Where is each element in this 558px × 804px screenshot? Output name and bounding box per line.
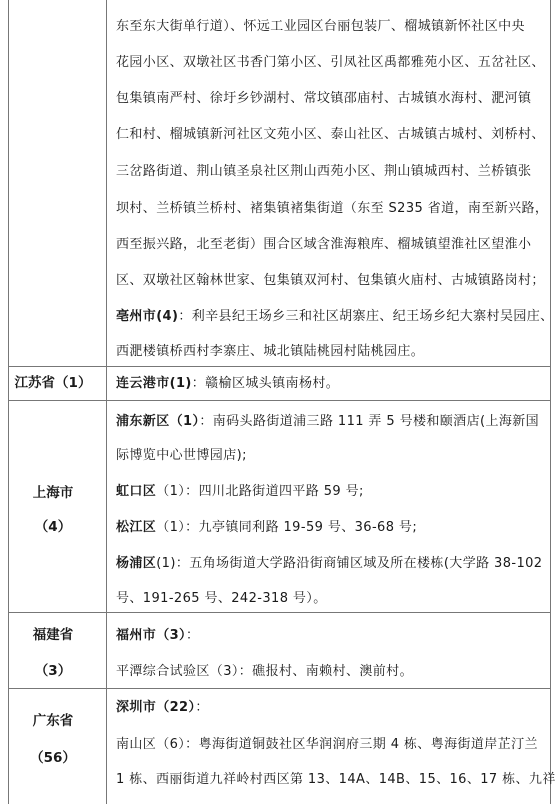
- content-line: [116, 519, 548, 537]
- area-text: ：利辛县纪王场乡三和社区胡寨庄、纪王场乡纪大寨村吴园庄、: [178, 309, 554, 324]
- province-label: （56）: [30, 750, 76, 766]
- content-line: [116, 18, 548, 36]
- content-line: [116, 343, 548, 361]
- content-line: [116, 375, 548, 393]
- province-label: （3）: [34, 663, 72, 679]
- area-text: ：: [185, 628, 200, 643]
- province-label: （4）: [34, 519, 72, 535]
- content-line: [116, 308, 554, 326]
- area-text: （1）：九亭镇同利路 19-59 号、36-68 号;: [156, 520, 418, 535]
- content-line: [116, 699, 548, 717]
- area-text: ：赣榆区城头镇南杨村。: [191, 376, 340, 391]
- content-line: [116, 163, 548, 181]
- content-line: [116, 483, 548, 501]
- area-text: 花园小区、双墩社区书香门第小区、引凤社区禹都雅苑小区、五岔社区、: [116, 55, 545, 70]
- region-heading: 连云港市: [116, 376, 170, 391]
- province-label: 江苏省（1）: [14, 375, 92, 391]
- area-text: 1 栋、西丽街道九祥岭村西区第 13、14A、14B、15、16、17 栋、九祥: [116, 772, 556, 787]
- region-heading: (1): [169, 376, 192, 391]
- area-text: 平潭综合试验区（3）：礁报村、南赖村、澳前村。: [116, 664, 413, 679]
- content-line: [116, 663, 548, 681]
- content-line: [116, 736, 548, 754]
- content-line: [116, 555, 548, 573]
- province-label: 广东省: [32, 713, 74, 729]
- row-separator: [8, 688, 551, 689]
- region-heading: 深圳市（22）: [116, 700, 196, 715]
- region-heading: 杨浦区: [116, 556, 157, 571]
- column-divider: [106, 0, 107, 804]
- region-heading: 福州市（3）: [116, 628, 186, 643]
- area-text: 东至东大街单行道）、怀远工业园区台丽包装厂、榴城镇新怀社区中央: [116, 19, 525, 34]
- table-border-right: [550, 0, 551, 804]
- content-line: [116, 413, 548, 431]
- region-heading: 亳州市(4): [116, 309, 179, 324]
- content-line: [116, 272, 548, 290]
- content-line: [116, 126, 548, 144]
- area-text: 坝村、兰桥镇兰桥村、褚集镇褚集街道（东至 S235 省道，南至新兴路，: [116, 201, 549, 216]
- content-line: [116, 627, 548, 645]
- row-separator: [8, 400, 551, 401]
- content-line: [116, 54, 548, 72]
- region-heading: 虹口区: [116, 484, 157, 499]
- area-text: 三岔路街道、荆山镇圣泉社区荆山西苑小区、荆山镇城西村、兰桥镇张: [116, 164, 532, 179]
- province-label: 福建省: [32, 627, 74, 643]
- content-line: [116, 90, 548, 108]
- area-text: ：南码头路街道浦三路 111 弄 5 号楼和颐酒店(上海新国: [199, 414, 540, 429]
- content-line: [116, 447, 548, 465]
- content-line: [116, 590, 548, 608]
- area-text: 南山区（6）：粤海街道铜鼓社区华润润府三期 4 栋、粤海街道岸芷汀兰: [116, 737, 538, 752]
- region-heading: 松江区: [116, 520, 157, 535]
- area-text: 包集镇南严村、徐圩乡钞湖村、常坟镇邵庙村、古城镇水海村、淝河镇: [116, 91, 532, 106]
- area-text: 际博览中心世博园店);: [116, 448, 247, 463]
- content-line: [116, 771, 556, 789]
- area-text: 西淝楼镇桥西村李寨庄、城北镇陆桃园村陆桃园庄。: [116, 344, 425, 359]
- area-text: 号、191-265 号、242-318 号）。: [116, 591, 327, 606]
- row-separator: [8, 366, 551, 367]
- table-border-left: [8, 0, 9, 804]
- area-text: 仁和村、榴城镇新河社区文苑小区、泰山社区、古城镇古城村、刘桥村、: [116, 127, 545, 142]
- area-text: （1）：四川北路街道四平路 59 号;: [156, 484, 364, 499]
- region-heading: 浦东新区（1）: [116, 414, 200, 429]
- area-text: 区、双墩社区翰林世家、包集镇双河村、包集镇火庙村、古城镇路岗村；: [116, 273, 545, 288]
- area-text: ：: [195, 700, 209, 715]
- area-text: 西至振兴路，北至老街）围合区域含淮海粮库、榴城镇望淮社区望淮小: [116, 237, 532, 252]
- content-line: [116, 200, 548, 218]
- province-label: 上海市: [32, 485, 74, 501]
- row-separator: [8, 612, 551, 613]
- area-text: (1)：五角场街道大学路沿街商铺区域及所在楼栋(大学路 38-102: [156, 556, 543, 571]
- content-line: [116, 236, 548, 254]
